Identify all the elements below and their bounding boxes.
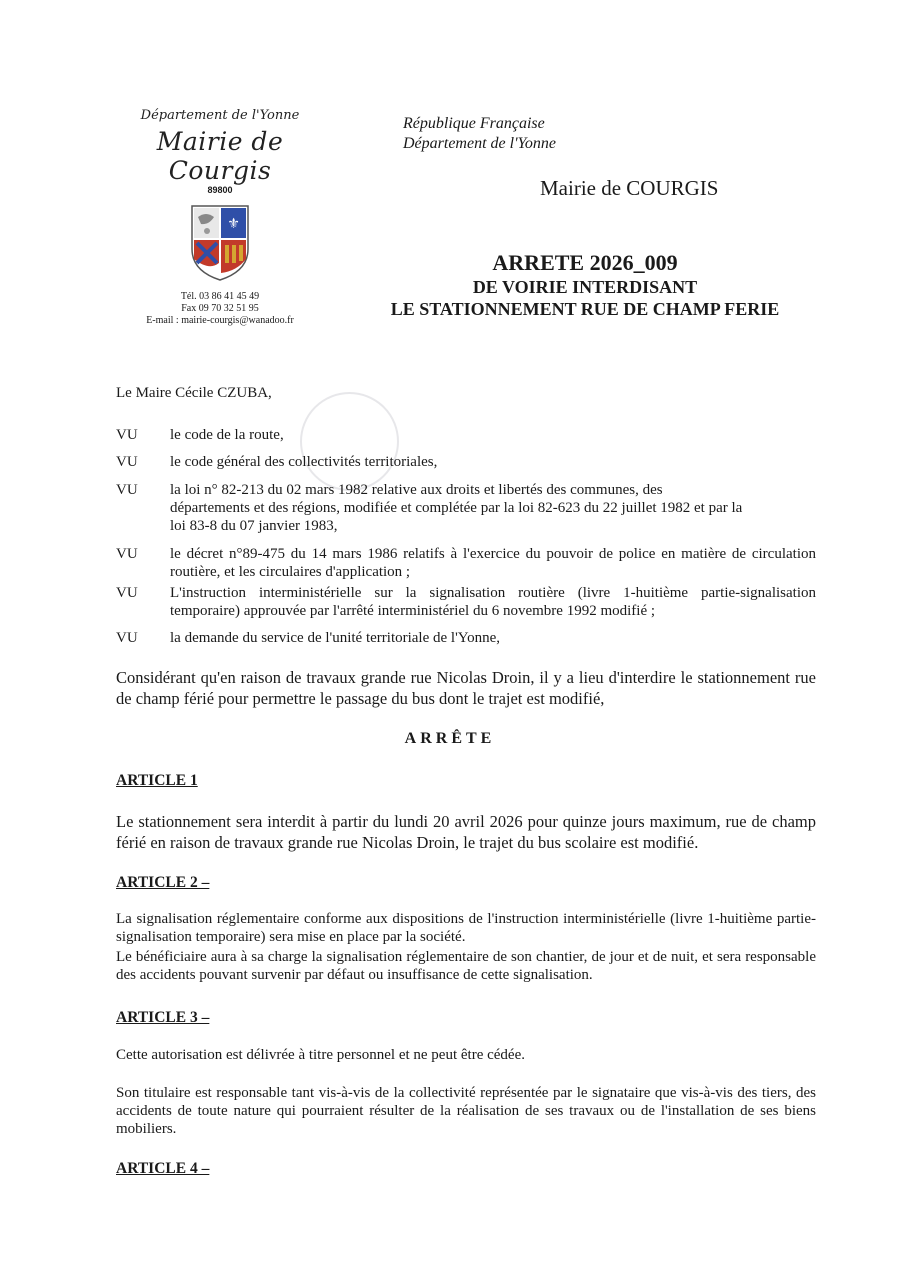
article-3-text: Son titulaire est responsable tant vis-à-vis de la collectivité représentée par le signataire que vis-à-vis des tiers, des accidents de toute nature qui pourraient résulter de la réalisation de ses travaux ou de l'installation de ses biens mobiliers.	[116, 1085, 816, 1137]
article-3-text: Cette autorisation est délivrée à titre personnel et ne peut être cédée.	[116, 1047, 525, 1063]
article-2-heading: ARTICLE 2 –	[116, 874, 210, 891]
article-1-text: Le stationnement sera interdit à partir du lundi 20 avril 2026 pour quinze jours maximum, rue de champ férié en raison de travaux grande rue Nicolas Droin, le trajet du bus scolaire est modifié.	[116, 812, 816, 852]
letterhead-fax: Fax 09 70 32 51 95	[181, 303, 259, 314]
maire-line: Le Maire Cécile CZUBA,	[116, 385, 272, 401]
title-line-2: DE VOIRIE INTERDISANT	[472, 277, 698, 297]
document-title	[340, 250, 830, 320]
visa-row	[116, 545, 816, 581]
visa-row	[116, 426, 816, 444]
letterhead-tel: Tél. 03 86 41 45 49	[180, 291, 260, 302]
visa-label: VU	[116, 482, 138, 498]
visa-row	[116, 453, 816, 471]
article-2-text: La signalisation réglementaire conforme aux dispositions de l'instruction interministérielle (livre 1-huitième partie-signalisation temporaire) sera mise en place par la société.	[116, 911, 816, 945]
visa-label: VU	[116, 427, 138, 443]
visa-text: L'instruction interministérielle sur la signalisation routière (livre 1-huitième partie-signalisation temporaire) approuvée par l'arrêté interministériel du 6 novembre 1992 modifié ;	[170, 585, 816, 619]
title-line-1: ARRETE 2026_009	[492, 250, 678, 275]
visa-row	[116, 629, 816, 647]
visa-label: VU	[116, 630, 138, 646]
letterhead	[120, 100, 320, 327]
visa-text: la loi n° 82-213 du 02 mars 1982 relative aux droits et libertés des communes, des départements et des régions, modifiée et complétée par la loi 82-623 du 22 juillet 1982 et par la loi 83-8 du 07 janvier 1983,	[170, 482, 743, 534]
svg-text:⚜: ⚜	[227, 216, 240, 232]
letterhead-department: Département de l'Yonne	[140, 108, 300, 123]
visa-row	[116, 584, 816, 620]
letterhead-email: E-mail : mairie-courgis@wanadoo.fr	[146, 315, 294, 326]
visa-label: VU	[116, 546, 138, 562]
header-republic	[403, 114, 556, 154]
header-republique: République Française	[403, 115, 545, 132]
visa-text: la demande du service de l'unité territoriale de l'Yonne,	[170, 630, 501, 646]
visa-text: le code général des collectivités territoriales,	[170, 454, 438, 470]
header-mairie: Mairie de COURGIS	[540, 176, 719, 200]
visa-text: le code de la route,	[170, 427, 284, 443]
considerant-paragraph: Considérant qu'en raison de travaux grande rue Nicolas Droin, il y a lieu d'interdire le stationnement rue de champ férié pour permettre le passage du bus dont le trajet est modifié,	[116, 668, 816, 708]
header-departement: Département de l'Yonne	[403, 135, 557, 152]
article-2-text: Le bénéficiaire aura à sa charge la signalisation réglementaire de son chantier, de jour et de nuit, et sera responsable des accidents pouvant survenir par défaut ou insuffisance de cette signalisation.	[116, 949, 816, 983]
article-1-heading: ARTICLE 1	[116, 772, 198, 789]
letterhead-mairie: Mairie de Courgis	[156, 127, 284, 185]
coat-of-arms-icon	[189, 203, 251, 283]
letterhead-postcode: 89800	[207, 185, 233, 195]
visa-label: VU	[116, 585, 138, 601]
visa-row	[116, 481, 816, 535]
arrete-heading: ARRÊTE	[404, 730, 496, 747]
visa-text: le décret n°89-475 du 14 mars 1986 relatifs à l'exercice du pouvoir de police en matière de circulation routière, et les circulaires d'application ;	[170, 546, 816, 580]
article-4-heading: ARTICLE 4 –	[116, 1160, 210, 1177]
visa-label: VU	[116, 454, 138, 470]
title-line-3: LE STATIONNEMENT RUE DE CHAMP FERIE	[390, 299, 780, 319]
article-3-heading: ARTICLE 3 –	[116, 1009, 210, 1026]
